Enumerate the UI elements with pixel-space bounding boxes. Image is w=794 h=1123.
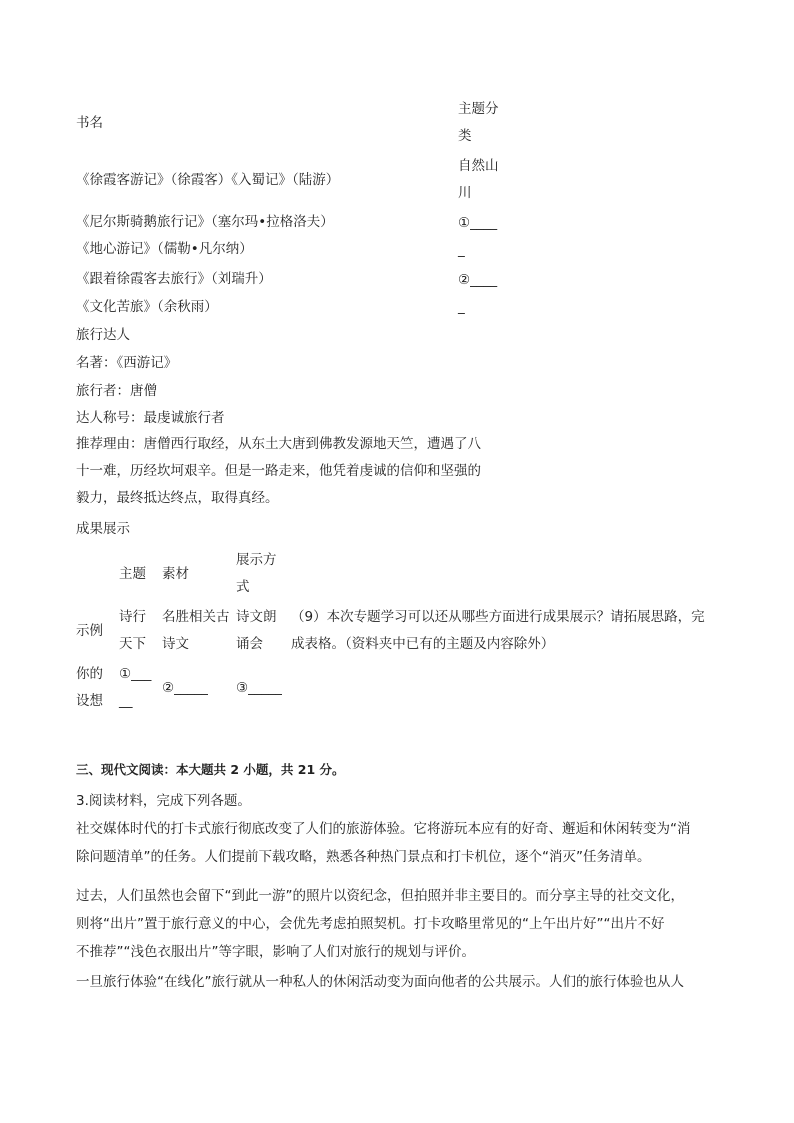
results-example-material-line1: 名胜相关古 [162,609,230,625]
passage-p2-line3: 不推荐”“浅色衣服出片”等字眼，影响了人们对旅行的规划与评价。 [76,944,475,960]
question9-line1: （9）本次专题学习可以还从哪些方面进行成果展示？请拓展思路，完 [291,609,705,625]
results-idea-blank1-line2: __ [119,693,133,709]
table-row3-blank-line2: _ [458,299,465,315]
passage-p2-line2: 则将“出片”置于旅行意义的中心，会优先考虑拍照契机。打卡攻略里常见的“上午出片好”“出片不好 [76,916,665,932]
table-row1-books: 《徐霞客游记》（徐霞客）《入蜀记》（陆游） [76,172,340,188]
results-heading: 成果展示 [76,521,130,537]
results-idea-blank1-line1: ①___ [119,666,152,682]
results-example-format-line1: 诗文朗 [236,609,277,625]
table-row3-book-a: 《跟着徐霞客去旅行》（刘瑞升） [76,271,272,287]
results-idea-blank2: ②_____ [162,680,208,696]
table-row2-blank-line1: ①____ [458,215,498,231]
table-row1-theme-line1: 自然山 [458,158,499,174]
table-row2-book-b: 《地心游记》（儒勒•凡尔纳） [76,241,253,257]
table-row2-book-a: 《尼尔斯骑鹅旅行记》（塞尔玛•拉格洛夫） [76,214,334,230]
travel-expert-reason-line1: 推荐理由：唐僧西行取经，从东土大唐到佛教发源地天竺，遭遇了八 [76,436,481,452]
travel-expert-heading: 旅行达人 [76,327,130,343]
table-row3-blank-line1: ②____ [458,272,498,288]
results-example-theme-line1: 诗行 [119,609,146,625]
results-example-label: 示例 [76,623,103,639]
travel-expert-traveler: 旅行者：唐僧 [76,383,157,399]
results-col-format-line1: 展示方 [236,552,277,568]
results-idea-blank3: ③_____ [236,680,282,696]
travel-expert-title: 达人称号：最虔诚旅行者 [76,410,225,426]
question9-line2: 成表格。（资料夹中已有的主题及内容除外） [291,636,555,652]
results-idea-label-line2: 设想 [76,693,103,709]
travel-expert-reason-line3: 毅力，最终抵达终点，取得真经。 [76,490,279,506]
table-row3-book-b: 《文化苦旅》（余秋雨） [76,299,218,315]
results-col-theme: 主题 [119,566,146,582]
travel-expert-work: 名著：《西游记》 [76,355,178,371]
table-header-book: 书名 [76,115,103,131]
section3-instruction: 3.阅读材料，完成下列各题。 [76,793,251,809]
results-example-theme-line2: 天下 [119,636,146,652]
passage-p3-line1: 一旦旅行体验“在线化”旅行就从一种私人的休闲活动变为面向他者的公共展示。人们的旅行体验也从人 [76,974,684,990]
travel-expert-reason-line2: 十一难，历经坎坷艰辛。但是一路走来，他凭着虔诚的信仰和坚强的 [76,463,481,479]
table-row2-blank-line2: _ [458,242,465,258]
passage-p1-line2: 除问题清单”的任务。人们提前下载攻略，熟悉各种热门景点和打卡机位，逐个“消灭”任务清单。 [76,849,651,865]
passage-p2-line1: 过去，人们虽然也会留下“到此一游”的照片以资纪念，但拍照并非主要目的。而分享主导的社交文化， [76,888,684,904]
table-header-theme-line1: 主题分 [458,101,499,117]
results-col-format-line2: 式 [236,579,250,595]
results-example-format-line2: 诵会 [236,636,263,652]
section3-heading: 三、现代文阅读：本大题共 2 小题，共 21 分。 [76,762,345,777]
passage-p1-line1: 社交媒体时代的打卡式旅行彻底改变了人们的旅游体验。它将游玩本应有的好奇、邂逅和休闲转变为“消 [76,821,691,837]
results-col-material: 素材 [162,566,189,582]
results-example-material-line2: 诗文 [162,636,189,652]
table-header-theme-line2: 类 [458,128,472,144]
table-row1-theme-line2: 川 [458,185,472,201]
results-idea-label-line1: 你的 [76,666,103,682]
